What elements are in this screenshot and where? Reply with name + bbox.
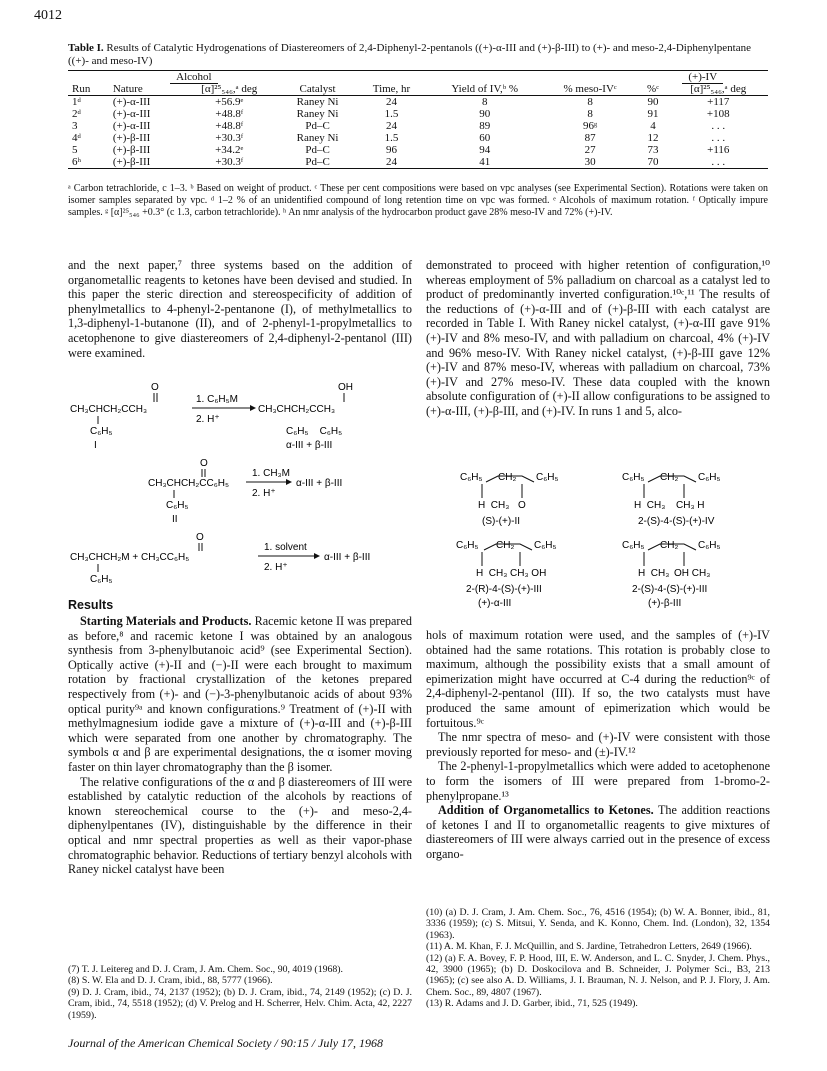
reference-11: (11) A. M. Khan, F. J. McQuillin, and S. Jardine, Tetrahedron Letters, 2649 (1966). — [426, 941, 752, 953]
table-cell: 96ᵍ — [582, 120, 598, 132]
table-row — [68, 132, 768, 144]
reaction-scheme — [68, 380, 412, 595]
table-header-cell: [α]²⁵₅₄₆,ᵃ deg — [669, 83, 768, 96]
table-row — [68, 144, 768, 156]
journal-footer: Journal of the American Chemical Society / 90:15 / July 17, 1968 — [68, 1036, 384, 1050]
table-cell: 6ʰ — [68, 156, 109, 169]
struct-c-label-1: 2-(R)-4-(S)-(+)-III — [466, 584, 542, 595]
table-cell: 2ᵈ — [72, 108, 81, 120]
table-cell: 90 — [647, 96, 659, 108]
table-cell: 96 — [385, 144, 397, 156]
table-cell: +108 — [706, 108, 730, 120]
table-cell: 8 — [481, 96, 488, 108]
right-body — [426, 628, 770, 862]
table-header-cell: Time, hr — [356, 83, 427, 96]
table-cell: (+)-α-III — [112, 108, 151, 120]
addition-subhead: Addition of Organometallics to Ketones. — [438, 803, 654, 818]
s3-step2: 2. H⁺ — [264, 562, 288, 573]
table-cell: 8 — [587, 108, 593, 120]
table-row — [68, 120, 768, 132]
iv-group-header: (+)-IV — [638, 71, 768, 84]
reference-10: (10) (a) D. J. Cram, J. Am. Chem. Soc., 76, 4516 (1954); (b) W. A. Bonner, ibid., 81, 3336 (1959); (c) S. Mitsui, Y. Senda, and K. Konno, Chem. Ind. (London), 32, 1354 (1963). — [426, 907, 770, 941]
struct-d-label-2: (+)-β-III — [648, 598, 682, 609]
s2-step1: 1. CH₃M — [252, 468, 290, 479]
table-cell: +48.8ᶠ — [215, 108, 244, 120]
table-cell: Raney Ni — [296, 108, 339, 120]
reference-9: (9) D. J. Cram, ibid., 74, 2137 (1952); (b) D. J. Cram, ibid., 74, 2149 (1952); (c) D. J. Cram, ibid., 74, 5518 (1952); (d) V. Prelog and H. Scherrer, Helv. Chim. Acta, 42, 2227 (1959). — [68, 986, 412, 1021]
table-cell: 27 — [584, 144, 596, 156]
table-cell: 87 — [584, 132, 596, 144]
s2-result: α-III + β-III — [296, 478, 343, 489]
table-cell: 41 — [427, 156, 543, 169]
table-cell: 4ᵈ — [72, 132, 81, 144]
table-cell: +56.9ᵉ — [215, 96, 244, 108]
svg-text:H CH₃: H CH₃ — [476, 568, 508, 579]
table-row — [68, 96, 768, 109]
table-cell: . . . — [711, 132, 726, 144]
table-header-cell: Yield of IV,ᵇ % — [427, 83, 543, 96]
s3-result: α-III + β-III — [324, 552, 371, 563]
table-cell: (+)-β-III — [112, 132, 151, 144]
table-cell: Pd–C — [279, 156, 356, 169]
table-row — [68, 108, 768, 120]
alcohol-group-header: Alcohol — [109, 71, 279, 84]
reference-8: (8) S. W. Ela and D. J. Cram, ibid., 88, 5777 (1966). — [68, 975, 273, 987]
s2-o: O — [200, 458, 208, 469]
table-caption — [68, 42, 768, 68]
right-paragraph-3: The nmr spectra of meso- and (+)-IV were consistent with those previously reported for meso- and (±)-IV.¹² — [426, 730, 770, 759]
s3-o: O — [196, 532, 204, 543]
svg-text:OH CH₃: OH CH₃ — [674, 568, 711, 579]
table-cell: +34.2ᵉ — [215, 144, 244, 156]
left-paragraph-1: and the next paper,⁷ three systems based on the addition of organometallic reagents to ketones have been devised and studied. In this paper the steric direction and stereospecificity of addition of phenylmetallics to 4-phenyl-2-pentanone (I), of methylmetallics to 1,3-diphenyl-1-butanone (II), and of 2-phenyl-1-propylmetallics to acetophenone to give diastereomers of 2,4-diphenyl-2-pentanol (III) were examined. — [68, 258, 412, 360]
table-cell: (+)-α-III — [112, 96, 151, 108]
left-paragraph-3: The relative configurations of the α and β diastereomers of III were established by catalytic reduction of the alcohols by reactions of known stereochemical course to the (+)- and meso-2,4-diphenylpentanes (IV), distinguishable by the difference in their optical and nmr spectral properties as well as their vapor-phase chromatographic behavior. Reductions of tertiary benzyl alcohols with Raney nickel catalyst have been — [68, 774, 412, 877]
table-cell: 94 — [479, 144, 491, 156]
table-cell: 60 — [479, 132, 491, 144]
table-cell: 73 — [647, 144, 659, 156]
table-row — [68, 156, 768, 169]
s2-reactant-sub: C₆H₅ — [166, 500, 189, 511]
svg-text:C₆H₅: C₆H₅ — [534, 540, 557, 551]
table-cell: 91 — [647, 108, 659, 120]
s1-reactant: CH₃CHCH₂CCH₃ — [70, 404, 148, 415]
s2-step2: 2. H⁺ — [252, 488, 276, 499]
right-references — [426, 907, 770, 1010]
s2-reactant: CH₃CHCH₂CC₆H₅ — [148, 478, 230, 489]
table-cell: 70 — [638, 156, 669, 169]
table-caption-label: Table I. — [68, 42, 104, 54]
table-header-cell: %ᶜ — [638, 83, 669, 96]
table-header-cell: [α]²⁵₅₄₆,ᵃ deg — [180, 83, 279, 96]
svg-text:C₆H₅: C₆H₅ — [622, 472, 645, 483]
reference-13: (13) R. Adams and J. D. Garber, ibid., 71, 525 (1949). — [426, 998, 638, 1010]
reference-12: (12) (a) F. A. Bovey, F. P. Hood, III, E. W. Anderson, and L. C. Snyder, J. Chem. Phys., 42, 3900 (1965); (b) D. Doskocilova and B. Schneider, J. Polymer Sci., B3, 213 (1965); (c) see also A. D. Williams, J. I. Brauman, N. J. Nelson, and P. J. Flory, J. Am. Chem. Soc., 89, 4807 (1967). — [426, 952, 770, 998]
right-paragraph-1: demonstrated to proceed with higher retention of configuration,¹⁰ whereas employment of 5% palladium on charcoal as a catalyst led to product of predominantly inverted configuration.¹⁰ᶜ,¹¹ The results of the reductions of (+)-α-III and of (+)-β-III with each catalyst are recorded in Table I. With Raney nickel catalyst, (+)-α-III gave 91% (+)-IV and 8% meso-IV, and with palladium on charcoal, 4% (+)-IV and 96% meso-IV. With Raney nickel catalyst, (+)-β-III gave 12% (+)-IV and 87% meso-IV, whereas with palladium on charcoal, 73% (+)-IV and 27% meso-IV. These data coupled with the known absolute configuration of (+)-II allow configurations to be assigned to (+)-α-III, (+)-β-III, and (+)-IV. In runs 1 and 5, alco- — [426, 258, 770, 418]
results-table — [68, 70, 768, 169]
starting-materials-subhead: Starting Materials and Products. — [80, 614, 252, 628]
s1-product: CH₃CHCH₂CCH₃ — [258, 404, 336, 415]
table-cell: 8 — [587, 96, 593, 108]
s1-reactant-sub: C₆H₅ — [90, 426, 113, 437]
table-header-cell: Run — [68, 83, 109, 96]
table-cell: 30 — [543, 156, 638, 169]
svg-text:H CH₃: H CH₃ — [638, 568, 670, 579]
table-cell: +48.8ᶠ — [215, 120, 244, 132]
table-cell: Raney Ni — [296, 132, 339, 144]
svg-text:CH₂: CH₂ — [498, 472, 517, 483]
table-cell: Pd–C — [305, 144, 330, 156]
table-cell: 89 — [479, 120, 491, 132]
s1-product-sub: C₆H₅ C₆H₅ — [286, 426, 343, 437]
table-cell: 1.5 — [384, 132, 399, 144]
struct-b-label: 2-(S)-4-(S)-(+)-IV — [638, 516, 715, 527]
reference-7: (7) T. J. Leitereg and D. J. Cram, J. Am. Chem. Soc., 90, 4019 (1968). — [68, 964, 344, 975]
svg-text:C₆H₅: C₆H₅ — [536, 472, 559, 483]
s3-reactant-sub: C₆H₅ — [90, 574, 113, 585]
table-cell: . . . — [669, 156, 768, 169]
right-paragraph-2: hols of maximum rotation were used, and the samples of (+)-IV obtained had the same rotations. This rotation is probably close to maximum, although the possibility exists that a small amount of epimerization might have occurred at C-4 during the reduction⁹ᶜ of 2,4-diphenyl-2-pentanol (III). If so, the two catalysts must have produced the same amount of epimerization which would be fortuitous.⁹ᶜ — [426, 628, 770, 730]
right-paragraph-5: The addition reactions of ketones I and II to organometallic reagents to give mixtures of diastereomers of III were always carried out in the presence of excess organo- — [426, 803, 770, 861]
page-number: 4012 — [34, 8, 62, 23]
s1-step2: 2. H⁺ — [196, 414, 220, 425]
table-cell: +116 — [707, 144, 730, 156]
svg-text:CH₂: CH₂ — [660, 540, 679, 551]
svg-text:CH₃ OH: CH₃ OH — [510, 568, 547, 579]
stereo-structures — [426, 468, 770, 618]
table-header-cell: Catalyst — [279, 83, 356, 96]
s3-reactant: CH₃CHCH₂M + CH₃CC₆H₅ — [70, 552, 190, 563]
s1-result: α-III + β-III — [286, 440, 333, 451]
svg-text:CH₂: CH₂ — [496, 540, 515, 551]
table-header-cell: % meso-IVᶜ — [543, 83, 638, 96]
svg-text:C₆H₅: C₆H₅ — [456, 540, 479, 551]
s2-label: II — [172, 514, 178, 525]
s1-step1: 1. C₆H₅M — [196, 394, 238, 405]
table-cell: 4 — [650, 120, 656, 132]
table-cell: 1.5 — [384, 108, 399, 120]
left-paragraph-2-text: Racemic ketone II was prepared as before,⁸ and racemic ketone I was obtained by an analogous synthesis from 3-phenylbutanoic acid⁹ (see Experimental Section). Optically active (+)-II and (−)-II were each brought to maximum rotation by fractional crystallization of the ketones prepared respectively from (+)- and (−)-3-phenylbutanoic acids of about 93% optical purity⁹ᵃ and known configurations.⁹ Treatment of (+)-II with methylmagnesium iodide gave a mixture of (+)-α-III and (+)-β-III which were separated from one another by chromatography. The symbols α and β are experimental designations, the α isomer moving faster on thin layer chromatography than the β isomer. — [68, 614, 412, 774]
s3-step1: 1. solvent — [264, 542, 307, 553]
svg-text:CH₂: CH₂ — [660, 472, 679, 483]
table-cell: 24 — [385, 96, 397, 108]
right-paragraph-4: The 2-phenyl-1-propylmetallics which were added to acetophenone to form the isomers of III were prepared from 1-bromo-2-phenylpropane.¹³ — [426, 759, 770, 803]
table-notes: ᵃ Carbon tetrachloride, c 1–3. ᵇ Based on weight of product. ᶜ These per cent compositions were based on vpc analyses (see Experimental Section). Rotations were taken on isomer samples separated by vpc. ᵈ 1–2 % of an unidentified compound of long retention time on vpc was formed. ᵉ Alcohols of maximum rotation. ᶠ Optically impure samples. ᵍ [α]²⁵₅₄₆ +0.3° (c 1.3, carbon tetrachloride). ʰ An nmr analysis of the hydrocarbon product gave 28% meso-IV and 72% (+)-IV. — [68, 183, 768, 218]
table-cell: . . . — [711, 120, 726, 132]
table-cell: (+)-α-III — [112, 120, 151, 132]
svg-text:H CH₃: H CH₃ — [478, 500, 510, 511]
table-cell: 1ᵈ — [72, 96, 81, 108]
table-cell: +30.3ᶠ — [215, 132, 244, 144]
table-cell: 12 — [647, 132, 659, 144]
s1-reactant-label: I — [94, 440, 97, 451]
table-header-cell: Nature — [109, 83, 180, 96]
s1-oh: OH — [338, 382, 353, 393]
table-cell: Pd–C — [305, 120, 330, 132]
table-cell: 3 — [72, 120, 78, 132]
results-heading: Results — [68, 598, 114, 612]
table-cell: 90 — [479, 108, 491, 120]
table-cell: (+)-β-III — [109, 156, 180, 169]
table-cell: 5 — [72, 144, 78, 156]
svg-text:C₆H₅: C₆H₅ — [698, 540, 721, 551]
svg-text:H CH₃: H CH₃ — [634, 500, 666, 511]
struct-d-label-1: 2-(S)-4-(S)-(+)-III — [632, 584, 708, 595]
svg-text:C₆H₅: C₆H₅ — [698, 472, 721, 483]
table-caption-text: Results of Catalytic Hydrogenations of Diastereomers of 2,4-Diphenyl-2-pentanols ((+)-α-III and (+)-β-III) to (+)- and meso-2,4-Diphenylpentane ((+)- and meso-IV) — [68, 42, 751, 67]
svg-text:O: O — [518, 500, 526, 511]
table-cell: 24 — [385, 120, 397, 132]
svg-text:CH₃ H: CH₃ H — [676, 500, 705, 511]
struct-a-label: (S)-(+)-II — [482, 516, 521, 527]
table-cell: 24 — [356, 156, 427, 169]
struct-c-label-2: (+)-α-III — [478, 598, 512, 609]
table-cell: +30.3ᶠ — [180, 156, 279, 169]
s1-o: O — [151, 382, 159, 393]
table-cell: +117 — [707, 96, 730, 108]
svg-text:C₆H₅: C₆H₅ — [460, 472, 483, 483]
table-cell: (+)-β-III — [112, 144, 151, 156]
left-references — [68, 964, 412, 1021]
svg-text:C₆H₅: C₆H₅ — [622, 540, 645, 551]
left-paragraph-2 — [68, 614, 412, 877]
table-cell: Raney Ni — [296, 96, 339, 108]
